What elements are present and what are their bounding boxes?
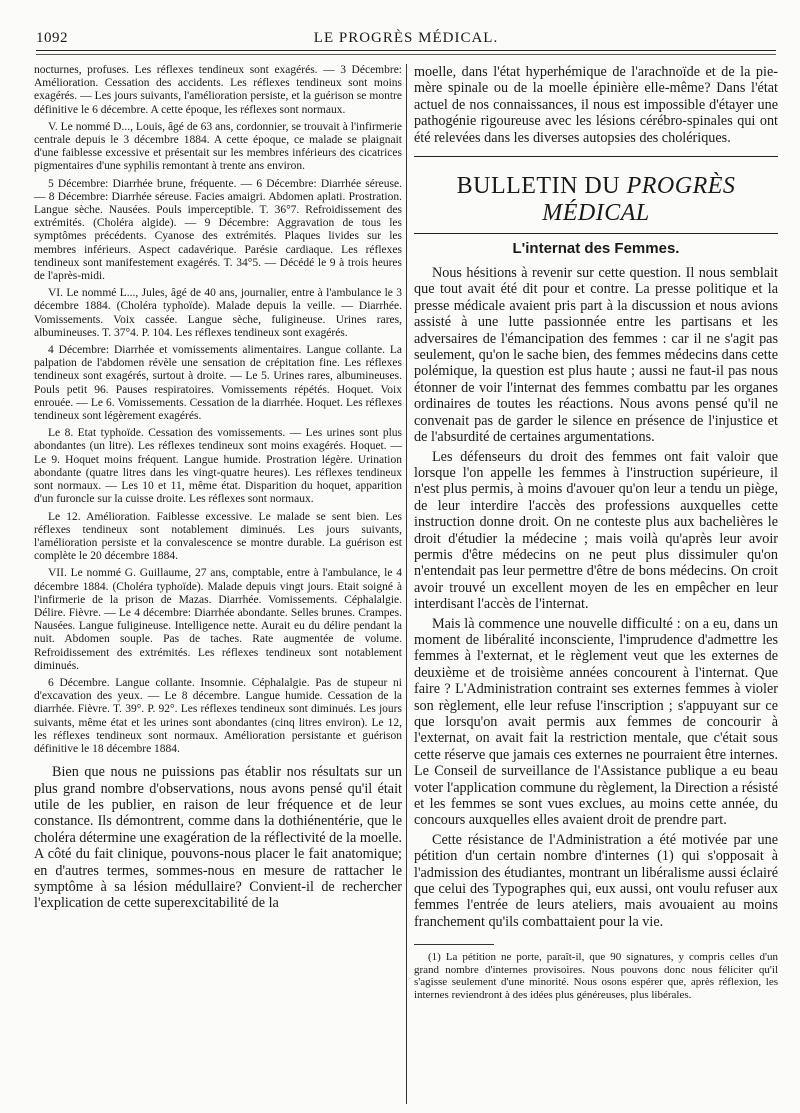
footnote: (1) La pétition ne porte, paraît-il, que 90 signatures, y compris celles d'un grand nombre d'internes provisoires. Nous pouvons donc nous féliciter qu'il s'agisse seulement d'une minorité. Nous osons espérer que, après réflexion, les internes reviendront à des idées plus généreuses, plus libérales. (414, 951, 778, 1002)
article-body (414, 265, 778, 930)
right-column (414, 64, 778, 1104)
left-paragraph-10: Bien que nous ne puissions pas établir nos résultats sur un plus grand nombre d'observations, nous avons pensé qu'il était utile de les publier, en raison de leur fréquence et de leur constance. Ils démontrent, comme dans la dothiénentérie, que le choléra détermine une exagération de la réflectivité de la moelle. A côté du fait clinique, pouvons-nous placer le fait anatomique; en d'autres termes, sommes-nous en mesure de rattacher le symptôme à sa lésion médullaire? Convient-il de rechercher l'explication de cette superexcitabilité de la (34, 764, 402, 912)
bulletin-heading (414, 156, 778, 234)
right-paragraph-3: Les défenseurs du droit des femmes ont fait valoir que lorsque l'on appelle les femmes à l'instruction supérieure, il n'est plus permis, à moins d'avouer qu'on leur a tendu un piège, de leur interdire l'accès des professions auxquelles cette instruction donne droit. On ne conteste plus aux bachelières le droit d'étudier la médecine ; mais voilà qu'après leur avoir permis d'être médecins on ne peut plus dissimuler qu'on n'entendait pas leur permettre d'être de bons médecins. On croit avoir trouvé un excellent moyen de les en empêcher en leur interdisant l'accès de l'internat. (414, 448, 778, 613)
left-paragraph-2: V. Le nommé D..., Louis, âgé de 63 ans, cordonnier, se trouvait à l'infirmerie centrale depuis le 3 décembre 1884. A cette époque, ce malade se plaignait d'une faiblesse excessive et présentait sur les membres inférieurs des cicatrices pigmentaires d'une syphilis remontant à trente ans environ. (34, 120, 402, 173)
footnote-rule (414, 944, 494, 945)
bulletin-name: PROGRÈS MÉDICAL (542, 173, 736, 227)
bulletin-prefix: BULLETIN DU (456, 173, 627, 200)
continued-text (414, 64, 778, 146)
left-paragraph-4: VI. Le nommé L..., Jules, âgé de 40 ans, journalier, entre à l'ambulance le 3 décembre 1884. (Choléra typhoïde). Malade depuis la veille. — Diarrhée. Vomissements. Voix cassée. Langue sèche, fuligineuse. Urines rares, albumineuses. T. 37°4. P. 104. Les réflexes tendineux sont exagérés. (34, 287, 402, 339)
right-paragraph-4: Mais là commence une nouvelle difficulté : on a eu, dans un moment de libéralité inconsciente, l'imprudence d'admettre les femmes à l'externat, et le règlement veut que les externes de deuxième et de troisième années concourent à l'internat. Que faire ? L'Administration contraint ses externes femmes à violer son règlement, elle leur refuse l'inscription ; s'appuyant sur ce que lorsqu'on avait permis aux femmes de concourir à l'externat, on avait fait la restriction mentale, que c'était sous cette réserve que jamais ces externes ne pourraient être internes. Le Conseil de surveillance de l'Assistance publique a eu beau voter l'application commune du règlement, la Direction a résisté et les femmes se sont vues exclues, au moins cette année, du concours auxquelles elles avaient droit de prendre part. (414, 615, 778, 829)
article-subtitle: L'internat des Femmes. (512, 240, 680, 258)
conclusion-text (34, 764, 402, 912)
left-paragraph-6: Le 8. Etat typhoïde. Cessation des vomissements. — Les urines sont plus abondantes (un litre). Les réflexes tendineux sont moins exagérés. Hoquet. — Le 9. Hoquet moins fréquent. Langue humide. Prostration légère. Urination abondante (quatre litres dans les vingt-quatre heures). Les réflexes tendineux sont normaux. — Les 10 et 11, même état. Disparition du hoquet, apparition d'un furoncle sur la cuisse droite. Les réflexes sont normaux. (34, 427, 402, 506)
left-paragraph-7: Le 12. Amélioration. Faiblesse excessive. Le malade se sent bien. Les réflexes tendineux sont notablement diminués. Les jours suivants, l'amélioration persiste et la convalescence se montre durable. La guérison est complète le 20 décembre 1884. (34, 510, 402, 563)
running-title: LE PROGRÈS MÉDICAL. (313, 30, 499, 46)
column-divider (406, 64, 407, 1104)
page-number: 1092 (36, 30, 68, 46)
header-rule (36, 50, 776, 51)
left-paragraph-8: VII. Le nommé G. Guillaume, 27 ans, comptable, entre à l'ambulance, le 4 décembre 1884. (Choléra typhoïde). Malade depuis vingt jours. Etait soigné à l'infirmerie de la prison de Mazas. Diarrhée. Vomissements. Céphalalgie. Délire. Fièvre. — Le 4 décembre: Diarrhée abondante. Selles brunes. Crampes. Nausées. Langue fuligineuse. Intelligence nette. Aurait eu du délire pendant la nuit. Abdomen souple. Pas de taches. Rate augmentée de volume. Refroidissement des extrémités. Les réflexes tendineux sont notablement diminués. (34, 567, 402, 672)
right-paragraph-5: Cette résistance de l'Administration a été motivée par une pétition d'un certain nombre d'internes (1) qui s'opposait à l'admission des étudiantes, montrant un libéralisme aussi éclairé que celui des Typographes qui, eux aussi, ont voulu refuser aux femmes l'entrée de leurs ateliers, mais avouaient au moins franchement qu'ils combattaient pour la vie. (414, 831, 778, 930)
left-paragraph-1: nocturnes, profuses. Les réflexes tendineux sont exagérés. — 3 Décembre: Amélioration. Cessation des accidents. Les réflexes tendineux sont moins exagérés. — Les jours suivants, l'amélioration persiste, et la guérison se montre définitive le 6 décembre. A cette époque, les réflexes sont normaux. (34, 64, 402, 116)
left-paragraph-9: 6 Décembre. Langue collante. Insomnie. Céphalalgie. Pas de stupeur ni d'excavation des yeux. — Le 8 décembre. Langue humide. Cessation de la diarrhée. Fièvre. T. 39°. P. 92°. Les réflexes tendineux sont diminués. Les jours suivants, même état et les urines sont abondantes (cinq litres environ). Le 12, les réflexes tendineux sont normaux. Amélioration persistante et guérison définitive le 18 décembre 1884. (34, 676, 402, 755)
left-paragraph-3: 5 Décembre: Diarrhée brune, fréquente. — 6 Décembre: Diarrhée séreuse. — 8 Décembre: Diarrhée séreuse. Facies amaigri. Abdomen aplati. Prostration. Langue sèche. Nausées. Pouls imperceptible. T. 36°7. Refroidissement des extrémités. (Choléra algide). — 9 Décembre: Aggravation de tous les symptômes précédents. Cyanose des extrémités. Plaques livides sur les membres inférieurs. Aspect cadavérique. Parésie cardiaque. Les réflexes tendineux sont manifestement exagérés. T. 34°5. — Décédé le 9 à trois heures de l'après-midi. (34, 177, 402, 283)
header-rule-thin (36, 54, 776, 55)
right-paragraph-2: Nous hésitions à revenir sur cette question. Il nous semblait que tout avait été dit pour et contre. La presse politique et la presse médicale avaient pris part à la discussion et nous avions assisté à une lutte passionnée entre les partisans et les adversaires de l'émancipation des femmes : car il ne s'agit pas seulement, qu'on le sache bien, des femmes médecins dans cette polémique, la question est plus haute ; aussi ne faut-il pas nous étonner de voir l'internat des femmes combattu par les organes ordinaires de toutes les réactions. Nous avons pensé qu'il ne convenait pas de garder le silence en présence de l'injustice et de l'absurdité de certaines argumentations. (414, 265, 778, 446)
left-column (34, 64, 402, 1104)
right-paragraph-1: moelle, dans l'état hyperhémique de l'arachnoïde et de la pie-mère spinale ou de la moelle épinière elle-même? Dans l'état actuel de nos connaissances, il nous est impossible d'étayer une pathogénie rigoureuse avec les lésions cérébro-spinales qui ont été relevées dans les diverses autopsies des cholériques. (414, 64, 778, 146)
case-observations (34, 64, 402, 756)
left-paragraph-5: 4 Décembre: Diarrhée et vomissements alimentaires. Langue collante. La palpation de l'abdomen révèle une sensation de crépitation fine. Les réflexes tendineux sont exagérés, surtout à droite. — Le 5. Urines rares, albumineuses. Pouls petit 96. Pauses respiratoires. Vomissements répétés. Hoquet. Voix enrouée. — Le 6. Vomissements. Cessation de la diarrhée. Hoquet. Les réflexes tendineux sont légèrement exagérés. (34, 344, 402, 423)
page-header (36, 30, 776, 50)
